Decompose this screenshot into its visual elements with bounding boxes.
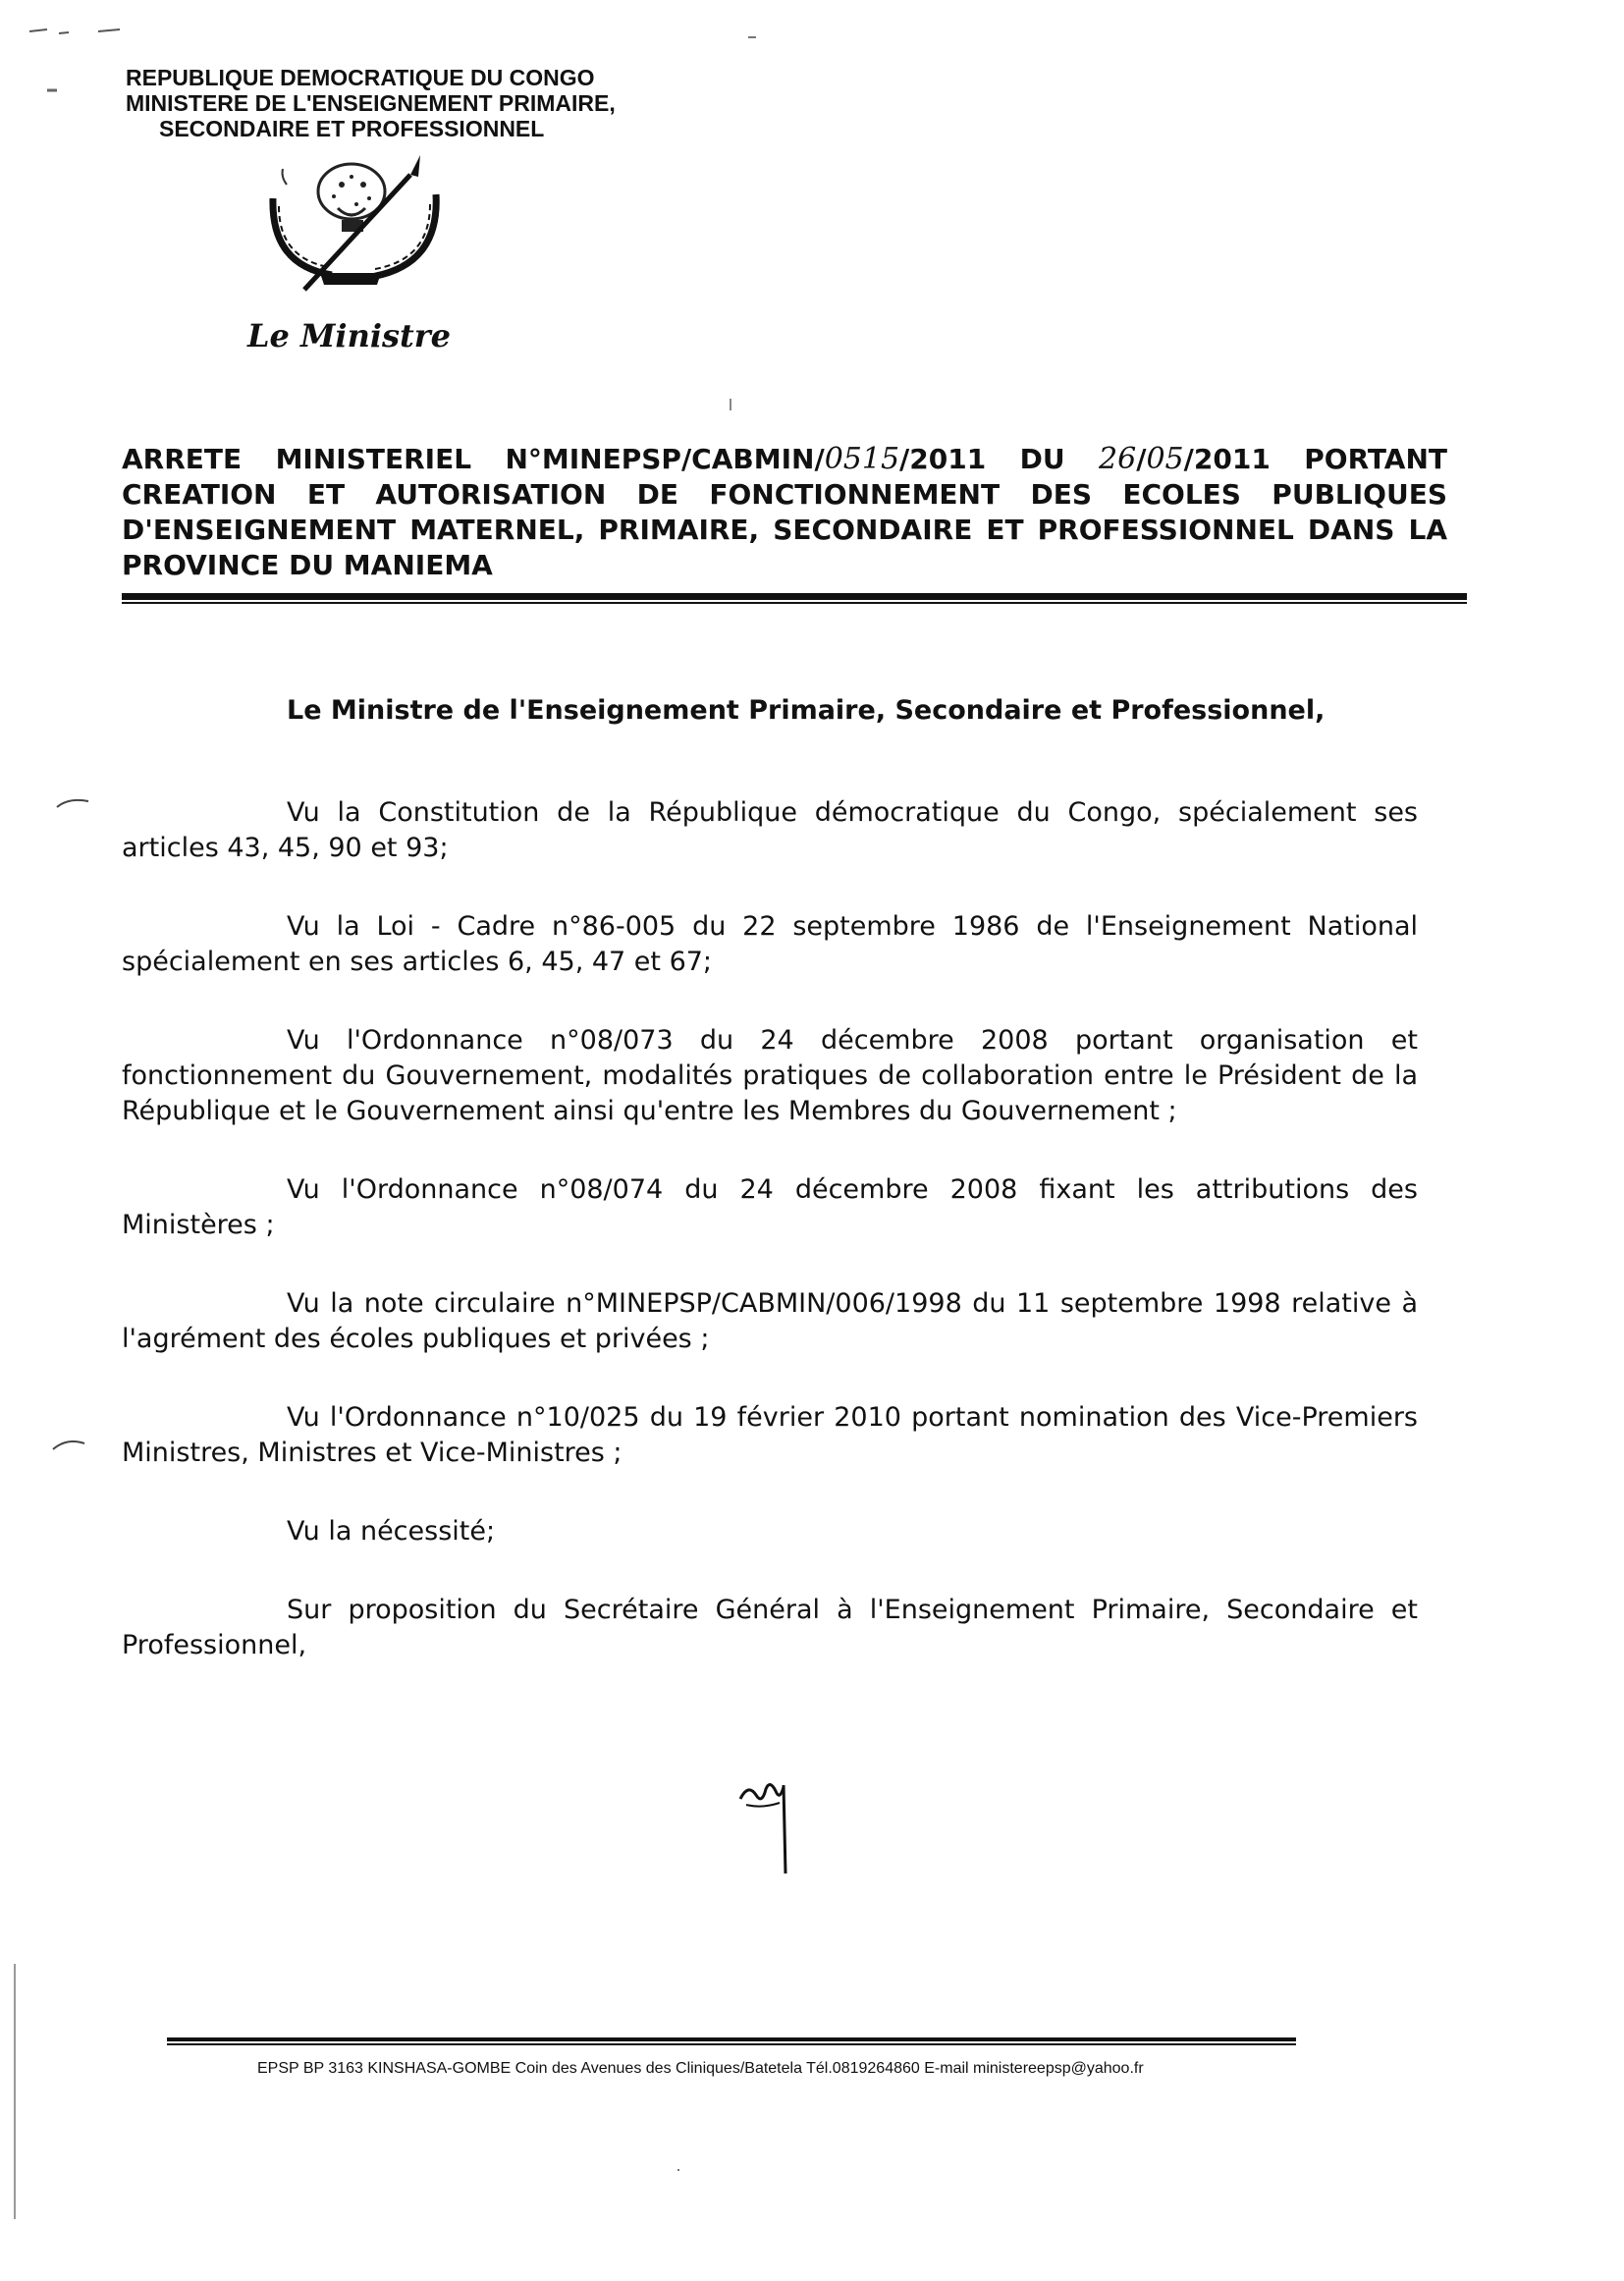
footer-address: EPSP BP 3163 KINSHASA-GOMBE Coin des Avenues des Cliniques/Batetela Tél.0819264860 E-mail ministereepsp@yahoo.fr — [257, 2060, 1144, 2077]
preamble-paragraph: Vu la note circulaire n°MINEPSP/CABMIN/006/1998 du 11 septembre 1998 relative à l'agrément des écoles publiques et privées ; — [122, 1288, 1418, 1354]
coat-of-arms-icon — [244, 147, 450, 304]
signature-initials-icon — [734, 1775, 813, 1883]
decree-day-handwritten: 26 — [1099, 442, 1137, 476]
decree-title-year: /2011 DU — [899, 443, 1100, 475]
country-name: REPUBLIQUE DEMOCRATIQUE DU CONGO — [126, 65, 595, 90]
preamble-paragraph: Vu l'Ordonnance n°08/073 du 24 décembre 2008 portant organisation et fonctionnement du Gouvernement, modalités pratiques de collaboration entre le Président de la République et le Gouvernement ainsi qu'entre les Membres du Gouvernement ; — [122, 1025, 1418, 1126]
decree-title — [122, 442, 1447, 583]
preamble-paragraph: Vu la nécessité; — [287, 1516, 496, 1547]
preamble-paragraph: Vu l'Ordonnance n°08/074 du 24 décembre 2008 fixant les attributions des Ministères ; — [122, 1174, 1418, 1240]
decree-title-rest: /2011 PORTANT CREATION ET AUTORISATION DE FONCTIONNEMENT DES ECOLES PUBLIQUES D'ENSEIGNEMENT MATERNEL, PRIMAIRE, SECONDAIRE ET PROFESSIONNEL DANS LA PROVINCE DU MANIEMA — [122, 443, 1447, 581]
decree-title-prefix: ARRETE MINISTERIEL N°MINEPSP/CABMIN/ — [122, 443, 825, 475]
footer-divider — [167, 2037, 1296, 2045]
title-divider — [122, 593, 1467, 604]
letterhead — [126, 65, 616, 141]
ministry-name-line2: SECONDAIRE ET PROFESSIONNEL — [159, 116, 545, 141]
minister-heading: Le Ministre de l'Enseignement Primaire, Secondaire et Professionnel, — [287, 695, 1326, 726]
preamble-paragraph: Vu l'Ordonnance n°10/025 du 19 février 2010 portant nomination des Vice-Premiers Ministres, Ministres et Vice-Ministres ; — [122, 1402, 1418, 1468]
signatory-title: Le Ministre — [247, 317, 452, 354]
ministry-name-line1: MINISTERE DE L'ENSEIGNEMENT PRIMAIRE, — [126, 90, 616, 116]
decree-number-handwritten: 0515 — [824, 442, 900, 476]
decree-date-separator: / — [1136, 443, 1147, 475]
preamble — [122, 795, 1418, 1707]
preamble-paragraph: Vu la Constitution de la République démocratique du Congo, spécialement ses articles 43, 45, 90 et 93; — [122, 797, 1418, 863]
preamble-paragraph: Vu la Loi - Cadre n°86-005 du 22 septembre 1986 de l'Enseignement National spécialement en ses articles 6, 45, 47 et 67; — [122, 911, 1418, 977]
preamble-paragraph: Sur proposition du Secrétaire Général à l'Enseignement Primaire, Secondaire et Professionnel, — [122, 1595, 1418, 1660]
decree-month-handwritten: 05 — [1146, 442, 1184, 476]
